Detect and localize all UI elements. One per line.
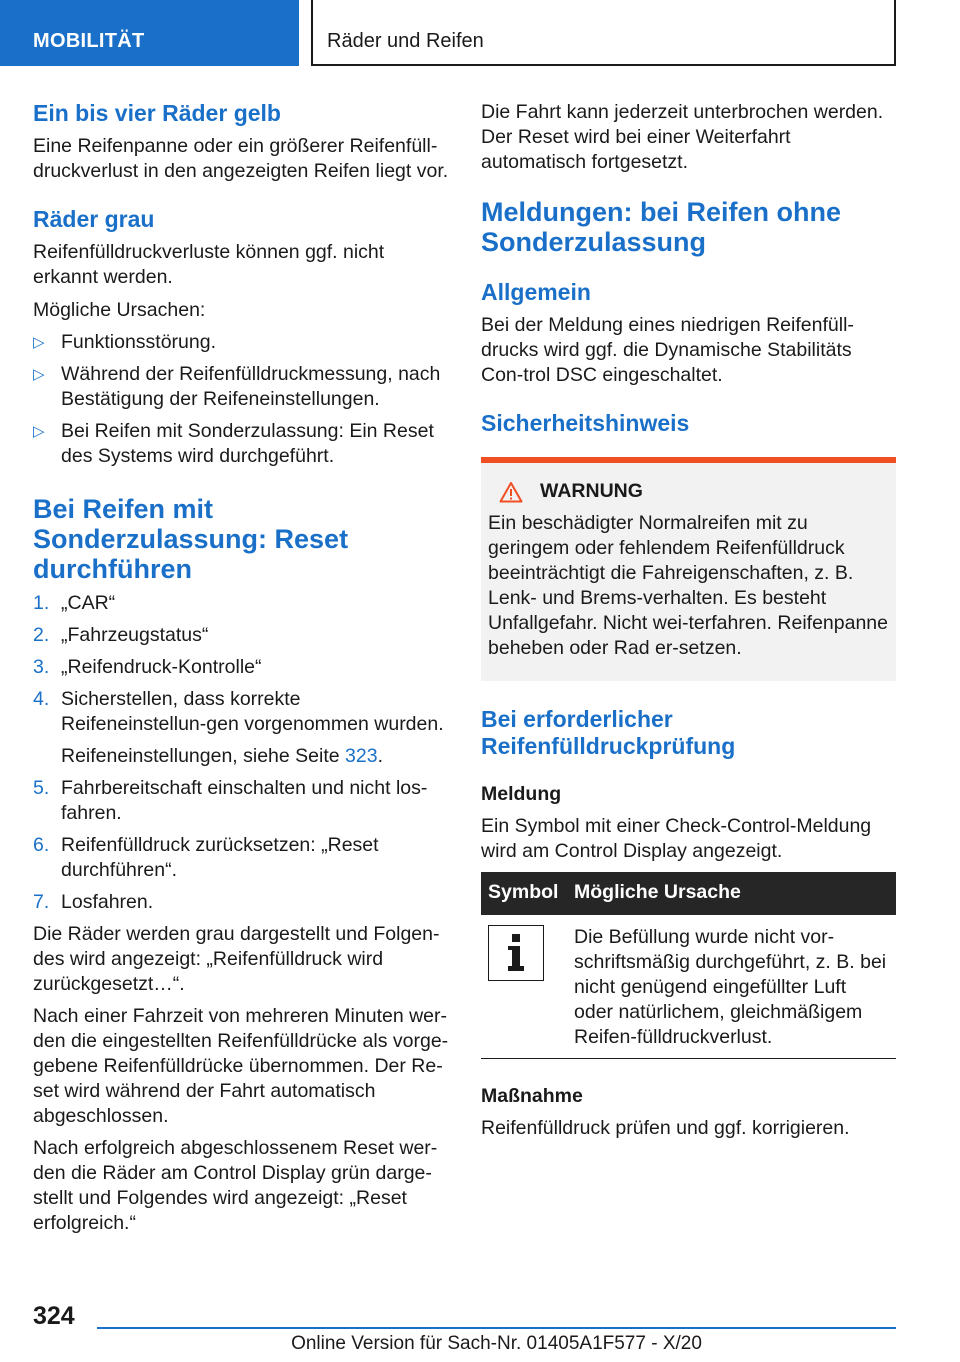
column-header-cause: Mögliche Ursache [567, 872, 896, 915]
table-header-row [481, 872, 896, 915]
symbol-cell [481, 915, 567, 1059]
causes-list [33, 330, 451, 469]
list-item: ▷ Funktionsstörung. [33, 331, 217, 353]
warning-title: WARNUNG [488, 479, 888, 504]
triangle-bullet-icon: ▷ [33, 366, 45, 383]
paragraph: Nach einer Fahrzeit von mehreren Minuten wer-den die eingestellten Reifenfülldrücke als vorge-gebene Reifenfülldrücke übernommen. Der Re-set wird während der Fahrt automatisch abgeschlossen. [33, 1005, 449, 1127]
heading-allgemein: Allgemein [481, 279, 591, 305]
warning-triangle-icon [499, 481, 523, 503]
list-item: 5. Fahrbereitschaft einschalten und nicht los-fahren. [33, 777, 428, 824]
text-gelb: Eine Reifenpanne oder ein größerer Reifenfüll-druckverlust in den angezeigten Reifen liegt vor. [33, 135, 449, 182]
label-meldung: Meldung [481, 783, 562, 805]
paragraph: Nach erfolgreich abgeschlossenem Reset wer-den die Räder am Control Display grün darge-stellt und Folgendes wird angezeigt: „Reset erfolgreich.“ [33, 1137, 438, 1234]
left-column [33, 100, 451, 1236]
triangle-bullet-icon: ▷ [33, 334, 45, 351]
page-link[interactable]: 323 [345, 745, 378, 767]
footer-text: Online Version für Sach-Nr. 01405A1F577 - X/20 [291, 1333, 702, 1354]
list-item: 2. „Fahrzeugstatus“ [33, 624, 209, 646]
symbol-table [481, 872, 896, 1059]
text-allgemein: Bei der Meldung eines niedrigen Reifenfüll-drucks wird ggf. die Dynamische Stabilitäts Con-trol DSC eingeschaltet. [481, 314, 854, 386]
cause-cell: Die Befüllung wurde nicht vor-schriftsmäßig durchgeführt, z. B. bei nicht genügend eingefüllter Luft oder natürlichem, gleichmäßigem Reifen-fülldruckverlust. [567, 915, 896, 1059]
warning-box [481, 457, 896, 681]
paragraph: Die Räder werden grau dargestellt und Folgen-des wird angezeigt: „Reifenfülldruck wird zurückgesetzt…“. [33, 923, 440, 995]
right-column [481, 100, 896, 1141]
heading-grau: Räder grau [33, 206, 155, 232]
table-row [481, 915, 896, 1059]
page-number: 324 [33, 1302, 75, 1330]
list-item: 6. Reifenfülldruck zurücksetzen: „Reset durchführen“. [33, 834, 379, 881]
heading-sicherheit: Sicherheitshinweis [481, 410, 690, 436]
heading-gelb: Ein bis vier Räder gelb [33, 100, 281, 126]
step-reference: Reifeneinstellungen, siehe Seite 323. [61, 745, 383, 767]
list-item: 7. Losfahren. [33, 891, 154, 913]
heading-reset: Bei Reifen mit Sonderzulassung: Reset durchführen [33, 494, 349, 584]
list-item: 3. „Reifendruck-Kontrolle“ [33, 656, 262, 678]
heading-pruefung: Bei erforderlicher Reifenfülldruckprüfung [481, 706, 736, 759]
label-massnahme: Maßnahme [481, 1085, 583, 1107]
heading-meldungen: Meldungen: bei Reifen ohne Sonderzulassung [481, 197, 842, 257]
warning-text: Ein beschädigter Normalreifen mit zu geringem oder fehlendem Reifenfülldruck beeinträchtigt die Fahreigenschaften, z. B. Lenk- und Brems-verhalten. Es besteht Unfallgefahr. Nicht wei-terfahren. Reifenpanne beheben oder Rad er-setzen. [488, 512, 888, 659]
list-item: ▷ Während der Reifenfülldruckmessung, nach Bestätigung der Reifeneinstellungen. [33, 363, 441, 410]
list-item: ▷ Bei Reifen mit Sonderzulassung: Ein Reset des Systems wird durchgeführt. [33, 420, 434, 467]
causes-intro: Mögliche Ursachen: [33, 299, 206, 321]
list-item: 1. „CAR“ [33, 592, 116, 614]
reset-steps [33, 591, 451, 915]
info-icon [488, 925, 544, 981]
chapter-header [311, 0, 896, 66]
text-meldung: Ein Symbol mit einer Check-Control-Meldung wird am Control Display angezeigt. [481, 815, 872, 862]
section-label: MOBILITÄT [33, 30, 145, 52]
footer-divider [97, 1327, 896, 1329]
list-item: 4. Sicherstellen, dass korrekte Reifeneinstellun-gen vorgenommen wurden. Reifeneinstellungen, siehe Seite 323. [33, 687, 451, 769]
chapter-label: Räder und Reifen [327, 30, 484, 52]
triangle-bullet-icon: ▷ [33, 423, 45, 440]
column-header-symbol: Symbol [481, 872, 567, 915]
section-tab [0, 0, 299, 66]
text-massnahme: Reifenfülldruck prüfen und ggf. korrigieren. [481, 1117, 850, 1139]
intro-text: Die Fahrt kann jederzeit unterbrochen werden. Der Reset wird bei einer Weiterfahrt automatisch fortgesetzt. [481, 101, 884, 173]
text-grau: Reifenfülldruckverluste können ggf. nicht erkannt werden. [33, 241, 385, 288]
